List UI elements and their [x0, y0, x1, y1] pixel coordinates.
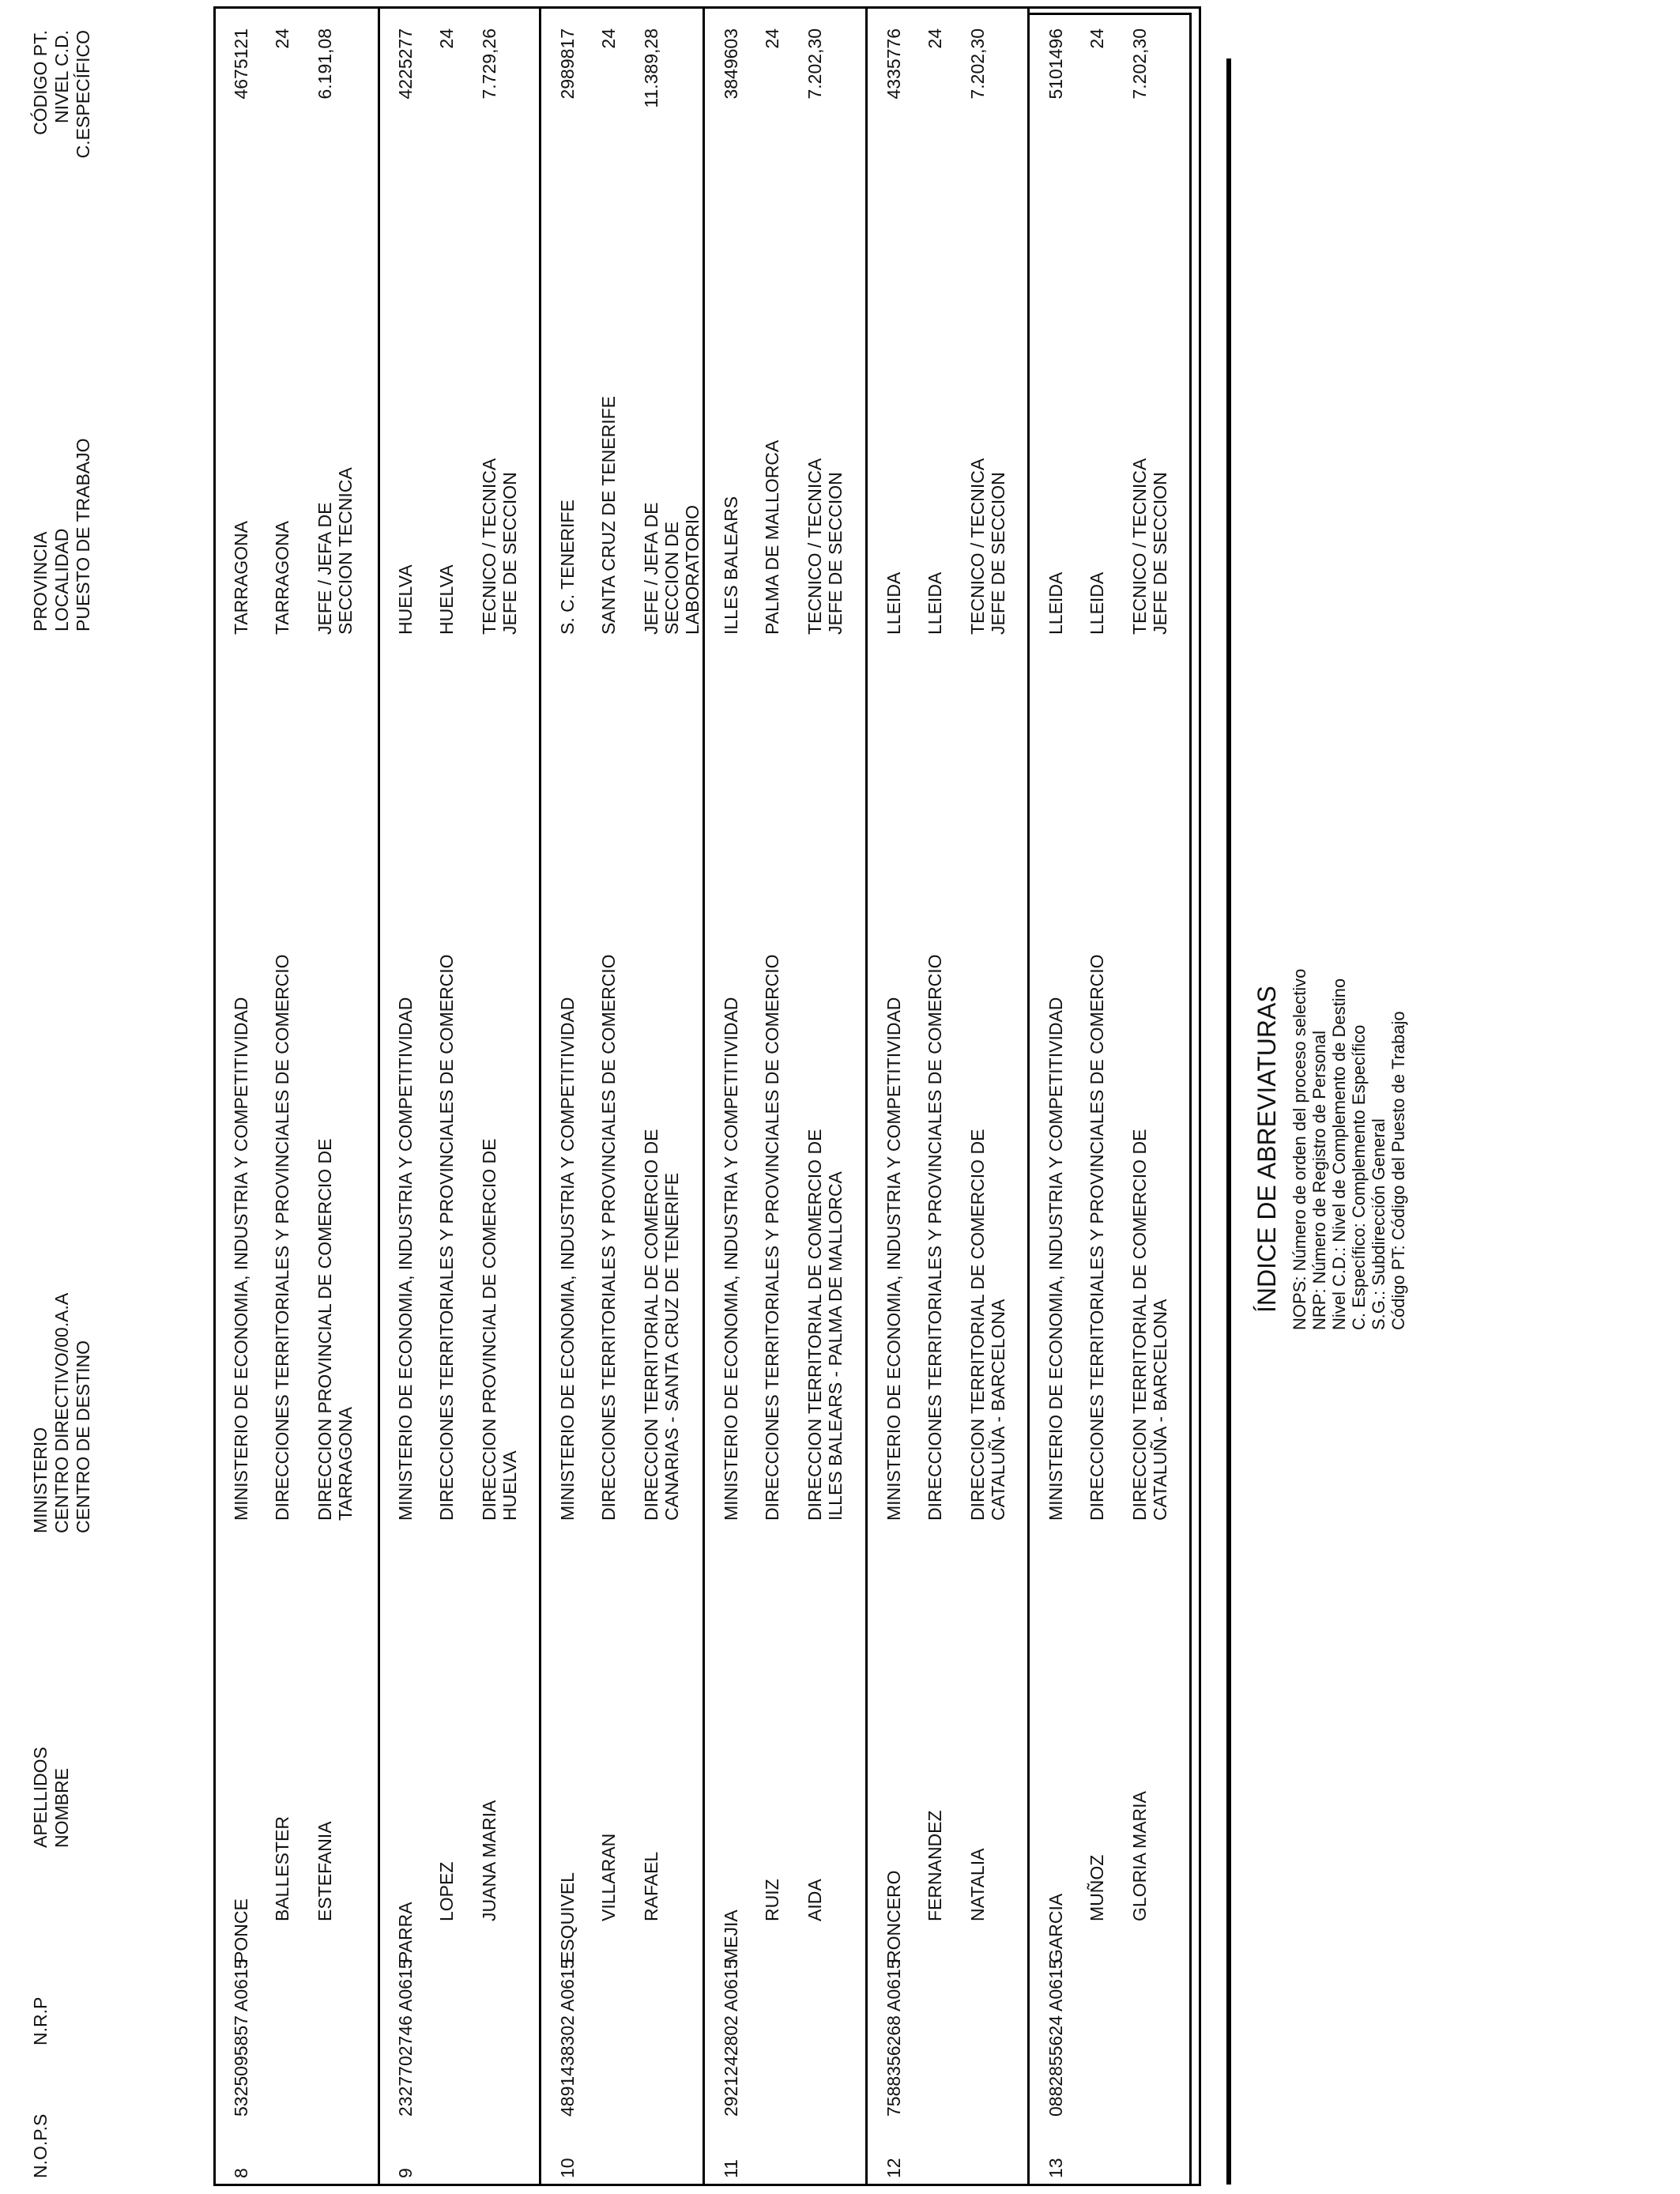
- cell-ministerio: MINISTERIO DE ECONOMIA, INDUSTRIA Y COMPETITIVIDAD: [1045, 997, 1066, 1521]
- abbr-line: Código PT: Código del Puesto de Trabajo: [1388, 1011, 1408, 1330]
- cell-especifico: 11.389,28: [641, 28, 661, 108]
- header-nops: N.O.P.S: [30, 2113, 51, 2178]
- cell-ministerio: MINISTERIO DE ECONOMIA, INDUSTRIA Y COMPETITIVIDAD: [231, 997, 251, 1521]
- row-divider: [378, 6, 380, 2186]
- abbr-line: C. Específico: Complemento Específico: [1349, 1024, 1369, 1330]
- cell-apellido1: ESQUIVEL: [557, 1872, 578, 1963]
- cell-nrp: 4891438302 A0615: [557, 1958, 578, 2117]
- cell-centro: DIRECCIONES TERRITORIALES Y PROVINCIALES DE COMERCIO: [272, 954, 292, 1521]
- cell-nrp: 2327702746 A0615: [395, 1958, 416, 2117]
- cell-nops: 12: [883, 2158, 904, 2178]
- cell-ministerio: MINISTERIO DE ECONOMIA, INDUSTRIA Y COMPETITIVIDAD: [883, 997, 904, 1521]
- header-provincia: PROVINCIA LOCALIDAD PUESTO DE TRABAJO: [30, 438, 93, 631]
- abbr-line: NRP: Número de Registro de Personal: [1309, 1030, 1329, 1330]
- cell-destino: DIRECCION TERRITORIAL DE COMERCIO DE CANARIAS - SANTA CRUZ DE TENERIFE: [641, 1129, 682, 1521]
- cell-localidad: TARRAGONA: [272, 521, 292, 635]
- cell-localidad: HUELVA: [436, 564, 457, 635]
- cell-nrp: 0882855624 A0615: [1045, 1958, 1066, 2117]
- cell-nivel: 24: [436, 28, 457, 49]
- cell-apellido1: PARRA: [395, 1902, 416, 1963]
- header-ministerio: MINISTERIO CENTRO DIRECTIVO/00.A.A CENTRO DE DESTINO: [30, 1292, 93, 1533]
- cell-provincia: ILLES BALEARS: [721, 496, 741, 635]
- cell-provincia: TARRAGONA: [231, 521, 251, 635]
- cell-codigo: 4675121: [231, 28, 251, 100]
- cell-destino: DIRECCION TERRITORIAL DE COMERCIO DE CATALUÑA - BARCELONA: [1129, 1129, 1170, 1521]
- header-codigo: CÓDIGO PT. NIVEL C.D. C.ESPECÍFICO: [30, 30, 93, 159]
- cell-apellido2: FERNANDEZ: [925, 1810, 945, 1921]
- cell-apellido1: GARCIA: [1045, 1893, 1066, 1963]
- cell-provincia: S. C. TENERIFE: [557, 499, 578, 635]
- cell-nrp: 5325095857 A0615: [231, 1958, 251, 2117]
- cell-centro: DIRECCIONES TERRITORIALES Y PROVINCIALES DE COMERCIO: [925, 954, 945, 1521]
- cell-localidad: LLEIDA: [925, 571, 945, 635]
- row-divider: [703, 6, 705, 2186]
- cell-codigo: 4225277: [395, 28, 416, 100]
- cell-apellido2: BALLESTER: [272, 1816, 292, 1921]
- cell-centro: DIRECCIONES TERRITORIALES Y PROVINCIALES DE COMERCIO: [762, 954, 782, 1521]
- cell-apellido1: RONCERO: [883, 1870, 904, 1963]
- cell-codigo: 2989817: [557, 28, 578, 100]
- abbr-line: S.G.: Subdirección General: [1369, 1118, 1388, 1330]
- cell-ministerio: MINISTERIO DE ECONOMIA, INDUSTRIA Y COMPETITIVIDAD: [395, 997, 416, 1521]
- cell-nombre: JUANA MARIA: [479, 1800, 499, 1921]
- cell-destino: DIRECCION TERRITORIAL DE COMERCIO DE ILLES BALEARS - PALMA DE MALLORCA: [804, 1129, 846, 1521]
- cell-nops: 8: [231, 2168, 251, 2178]
- cell-puesto: JEFE / JEFA DE SECCION DE LABORATORIO: [641, 502, 703, 635]
- cell-nrp: 7588356268 A0615: [883, 1958, 904, 2117]
- cell-nops: 10: [557, 2158, 578, 2178]
- cell-nops: 11: [721, 2159, 741, 2178]
- cell-destino: DIRECCION TERRITORIAL DE COMERCIO DE CATALUÑA - BARCELONA: [967, 1129, 1008, 1521]
- cell-apellido2: MUÑOZ: [1087, 1854, 1107, 1921]
- cell-nombre: AIDA: [804, 1879, 825, 1921]
- cell-localidad: LLEIDA: [1087, 571, 1107, 635]
- cell-apellido2: VILLARAN: [598, 1833, 619, 1921]
- cell-especifico: 7.202,30: [967, 28, 988, 100]
- cell-destino: DIRECCION PROVINCIAL DE COMERCIO DE HUELVA: [479, 1138, 520, 1521]
- cell-nivel: 24: [762, 28, 782, 49]
- cell-nombre: NATALIA: [967, 1848, 988, 1921]
- cell-provincia: LLEIDA: [883, 571, 904, 635]
- cell-codigo: 3849603: [721, 28, 741, 100]
- row-divider: [865, 6, 868, 2186]
- cell-nivel: 24: [925, 28, 945, 49]
- cell-localidad: PALMA DE MALLORCA: [762, 439, 782, 635]
- cell-localidad: SANTA CRUZ DE TENERIFE: [598, 395, 619, 635]
- cell-nrp: 2921242802 A0615: [721, 1958, 741, 2117]
- separator-bar: [1226, 58, 1231, 2185]
- cell-centro: DIRECCIONES TERRITORIALES Y PROVINCIALES DE COMERCIO: [1087, 954, 1107, 1521]
- abbr-line: Nivel C.D.: Nivel de Complemento de Destino: [1329, 978, 1349, 1330]
- cell-centro: DIRECCIONES TERRITORIALES Y PROVINCIALES DE COMERCIO: [598, 954, 619, 1521]
- cell-nops: 13: [1045, 2158, 1066, 2178]
- cell-nivel: 24: [598, 28, 619, 49]
- cell-especifico: 7.729,26: [479, 28, 499, 100]
- cell-apellido1: PONCE: [231, 1898, 251, 1963]
- cell-provincia: LLEIDA: [1045, 571, 1066, 635]
- cell-provincia: HUELVA: [395, 564, 416, 635]
- abbr-line: NOPS: Número de orden del proceso selectivo: [1290, 968, 1309, 1330]
- cell-destino: DIRECCION PROVINCIAL DE COMERCIO DE TARRAGONA: [315, 1138, 356, 1521]
- cell-nombre: ESTEFANIA: [315, 1821, 335, 1921]
- cell-apellido2: RUIZ: [762, 1879, 782, 1921]
- cell-codigo: 5101496: [1045, 28, 1066, 100]
- cell-puesto: JEFE / JEFA DE SECCION TECNICA: [315, 467, 356, 635]
- cell-centro: DIRECCIONES TERRITORIALES Y PROVINCIALES DE COMERCIO: [436, 954, 457, 1521]
- cell-nops: 9: [395, 2168, 416, 2178]
- cell-especifico: 6.191,08: [315, 28, 335, 100]
- cell-especifico: 7.202,30: [1129, 28, 1150, 100]
- cell-puesto: TECNICO / TECNICA JEFE DE SECCION: [804, 459, 846, 635]
- cell-apellido1: MEJIA: [721, 1909, 741, 1963]
- cell-nivel: 24: [1087, 28, 1107, 49]
- cell-puesto: TECNICO / TECNICA JEFE DE SECCION: [967, 459, 1008, 635]
- cell-nombre: RAFAEL: [641, 1851, 661, 1921]
- cell-puesto: TECNICO / TECNICA JEFE DE SECCION: [479, 459, 520, 635]
- abbr-title: ÍNDICE DE ABREVIATURAS: [1252, 986, 1281, 1313]
- cell-ministerio: MINISTERIO DE ECONOMIA, INDUSTRIA Y COMPETITIVIDAD: [721, 997, 741, 1521]
- cell-ministerio: MINISTERIO DE ECONOMIA, INDUSTRIA Y COMPETITIVIDAD: [557, 997, 578, 1521]
- row-divider: [539, 6, 541, 2186]
- cell-puesto: TECNICO / TECNICA JEFE DE SECCION: [1129, 459, 1170, 635]
- cell-codigo: 4335776: [883, 28, 904, 100]
- header-nrp: N.R.P: [30, 1996, 51, 2045]
- cell-especifico: 7.202,30: [804, 28, 825, 100]
- cell-nivel: 24: [272, 28, 292, 49]
- header-apellidos: APELLIDOS NOMBRE: [30, 1747, 72, 1848]
- cell-apellido2: LOPEZ: [436, 1861, 457, 1921]
- cell-nombre: GLORIA MARIA: [1129, 1791, 1150, 1921]
